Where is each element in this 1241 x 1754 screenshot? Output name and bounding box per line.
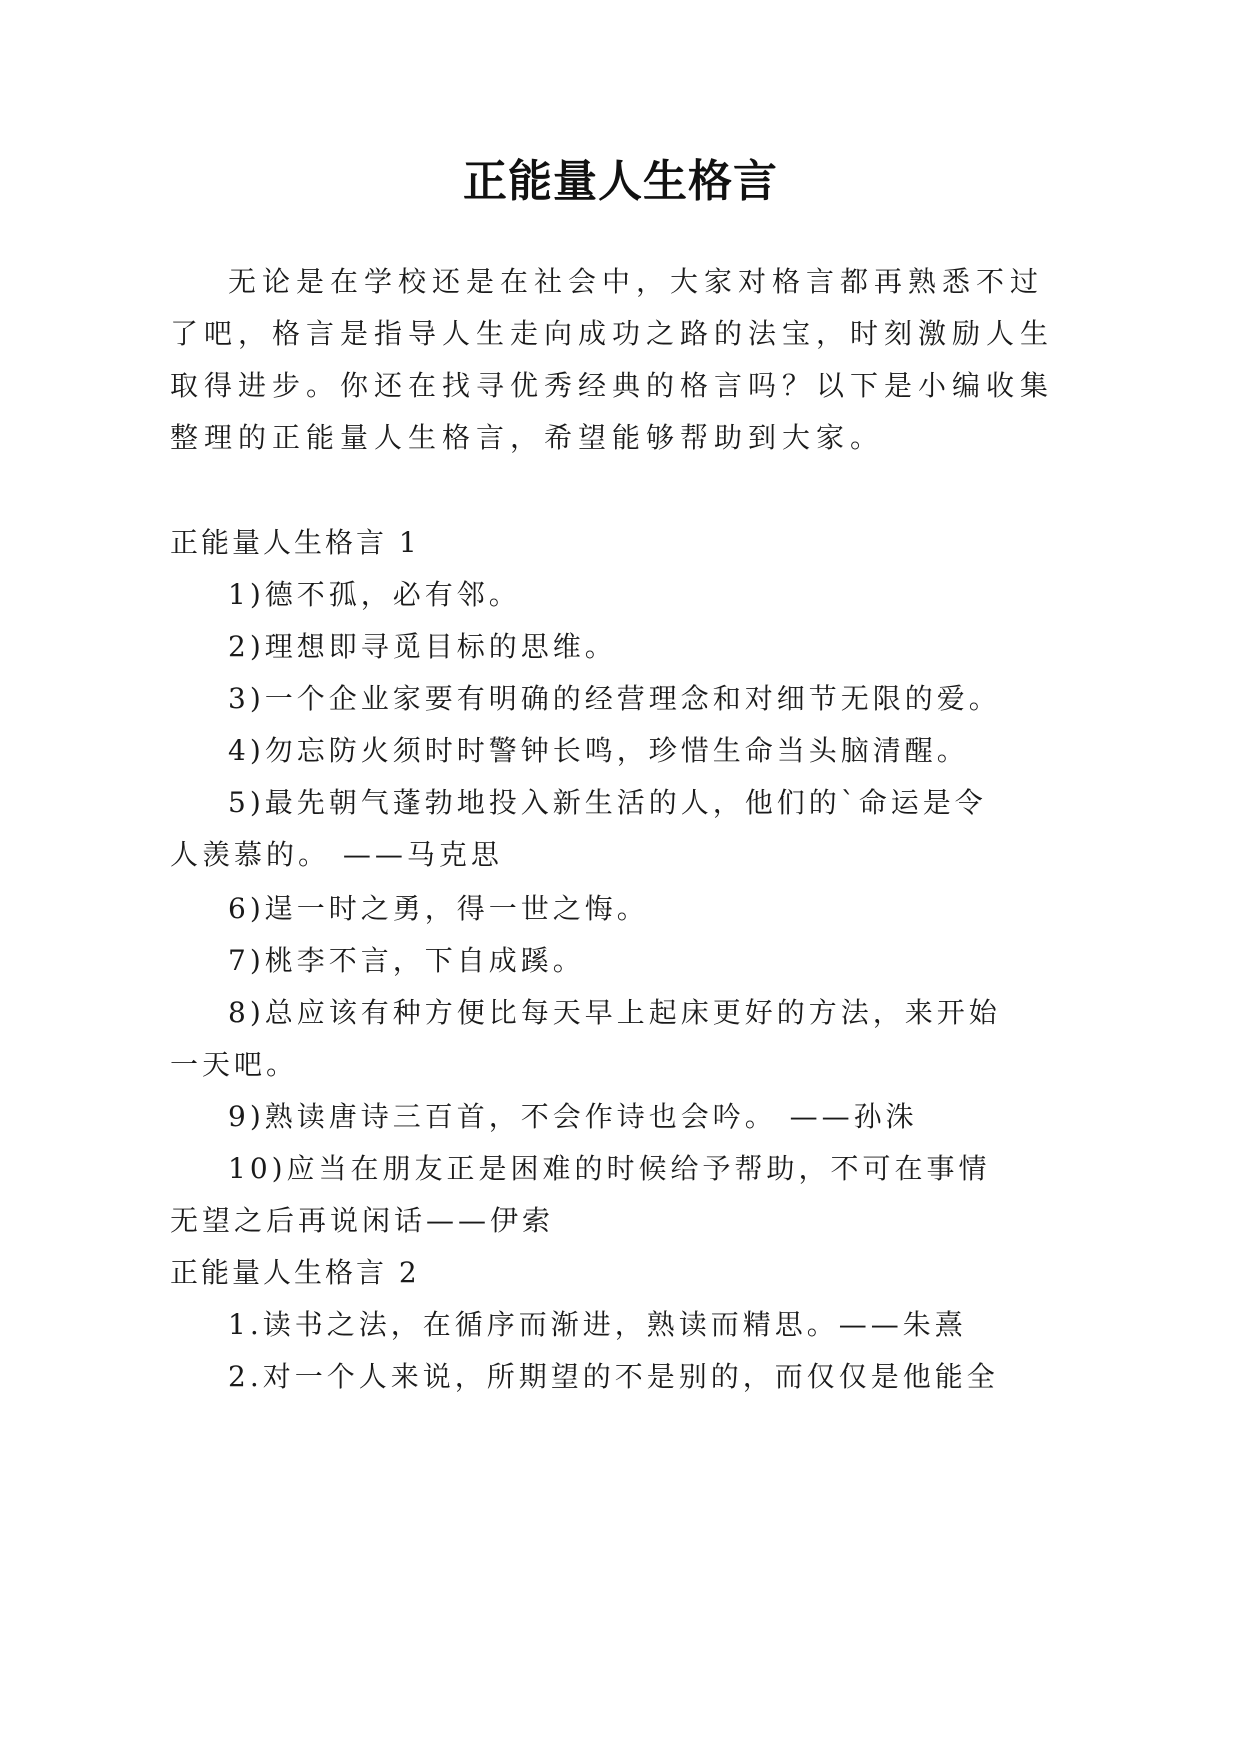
quote-line: 8)总应该有种方便比每天早上起床更好的方法，来开始 — [228, 996, 1001, 1029]
quote-line: 10)应当在朋友正是困难的时候给予帮助，不可在事情 — [228, 1152, 991, 1185]
document-title: 正能量人生格言 — [463, 156, 778, 207]
section-heading: 正能量人生格言 1 — [170, 526, 420, 559]
quote-line: 一天吧。 — [170, 1048, 299, 1081]
quote-line: 9)熟读唐诗三百首，不会作诗也会吟。 ——孙洙 — [228, 1100, 918, 1133]
quote-line: 2)理想即寻觅目标的思维。 — [228, 630, 617, 663]
quote-line: 2.对一个人来说，所期望的不是别的，而仅仅是他能全 — [228, 1360, 999, 1393]
intro-line: 整理的正能量人生格言，希望能够帮助到大家。 — [170, 421, 885, 454]
quote-line: 无望之后再说闲话——伊索 — [170, 1204, 555, 1237]
quote-line: 7)桃李不言，下自成蹊。 — [228, 944, 585, 977]
quote-line: 3)一个企业家要有明确的经营理念和对细节无限的爱。 — [228, 682, 1001, 715]
quote-line: 5)最先朝气蓬勃地投入新生活的人，他们的`命运是令 — [228, 786, 987, 819]
quote-line: 6)逞一时之勇，得一世之悔。 — [228, 892, 649, 925]
intro-line: 取得进步。你还在找寻优秀经典的格言吗？以下是小编收集 — [170, 369, 1055, 402]
quote-line: 人羡慕的。 ——马克思 — [170, 838, 503, 871]
quote-line: 1.读书之法，在循序而渐进，熟读而精思。——朱熹 — [228, 1308, 967, 1341]
intro-line: 了吧，格言是指导人生走向成功之路的法宝，时刻激励人生 — [170, 317, 1055, 350]
section-heading: 正能量人生格言 2 — [170, 1256, 420, 1289]
quote-line: 4)勿忘防火须时时警钟长鸣，珍惜生命当头脑清醒。 — [228, 734, 969, 767]
intro-line: 无论是在学校还是在社会中，大家对格言都再熟悉不过 — [228, 265, 1045, 298]
quote-line: 1)德不孤，必有邻。 — [228, 578, 521, 611]
